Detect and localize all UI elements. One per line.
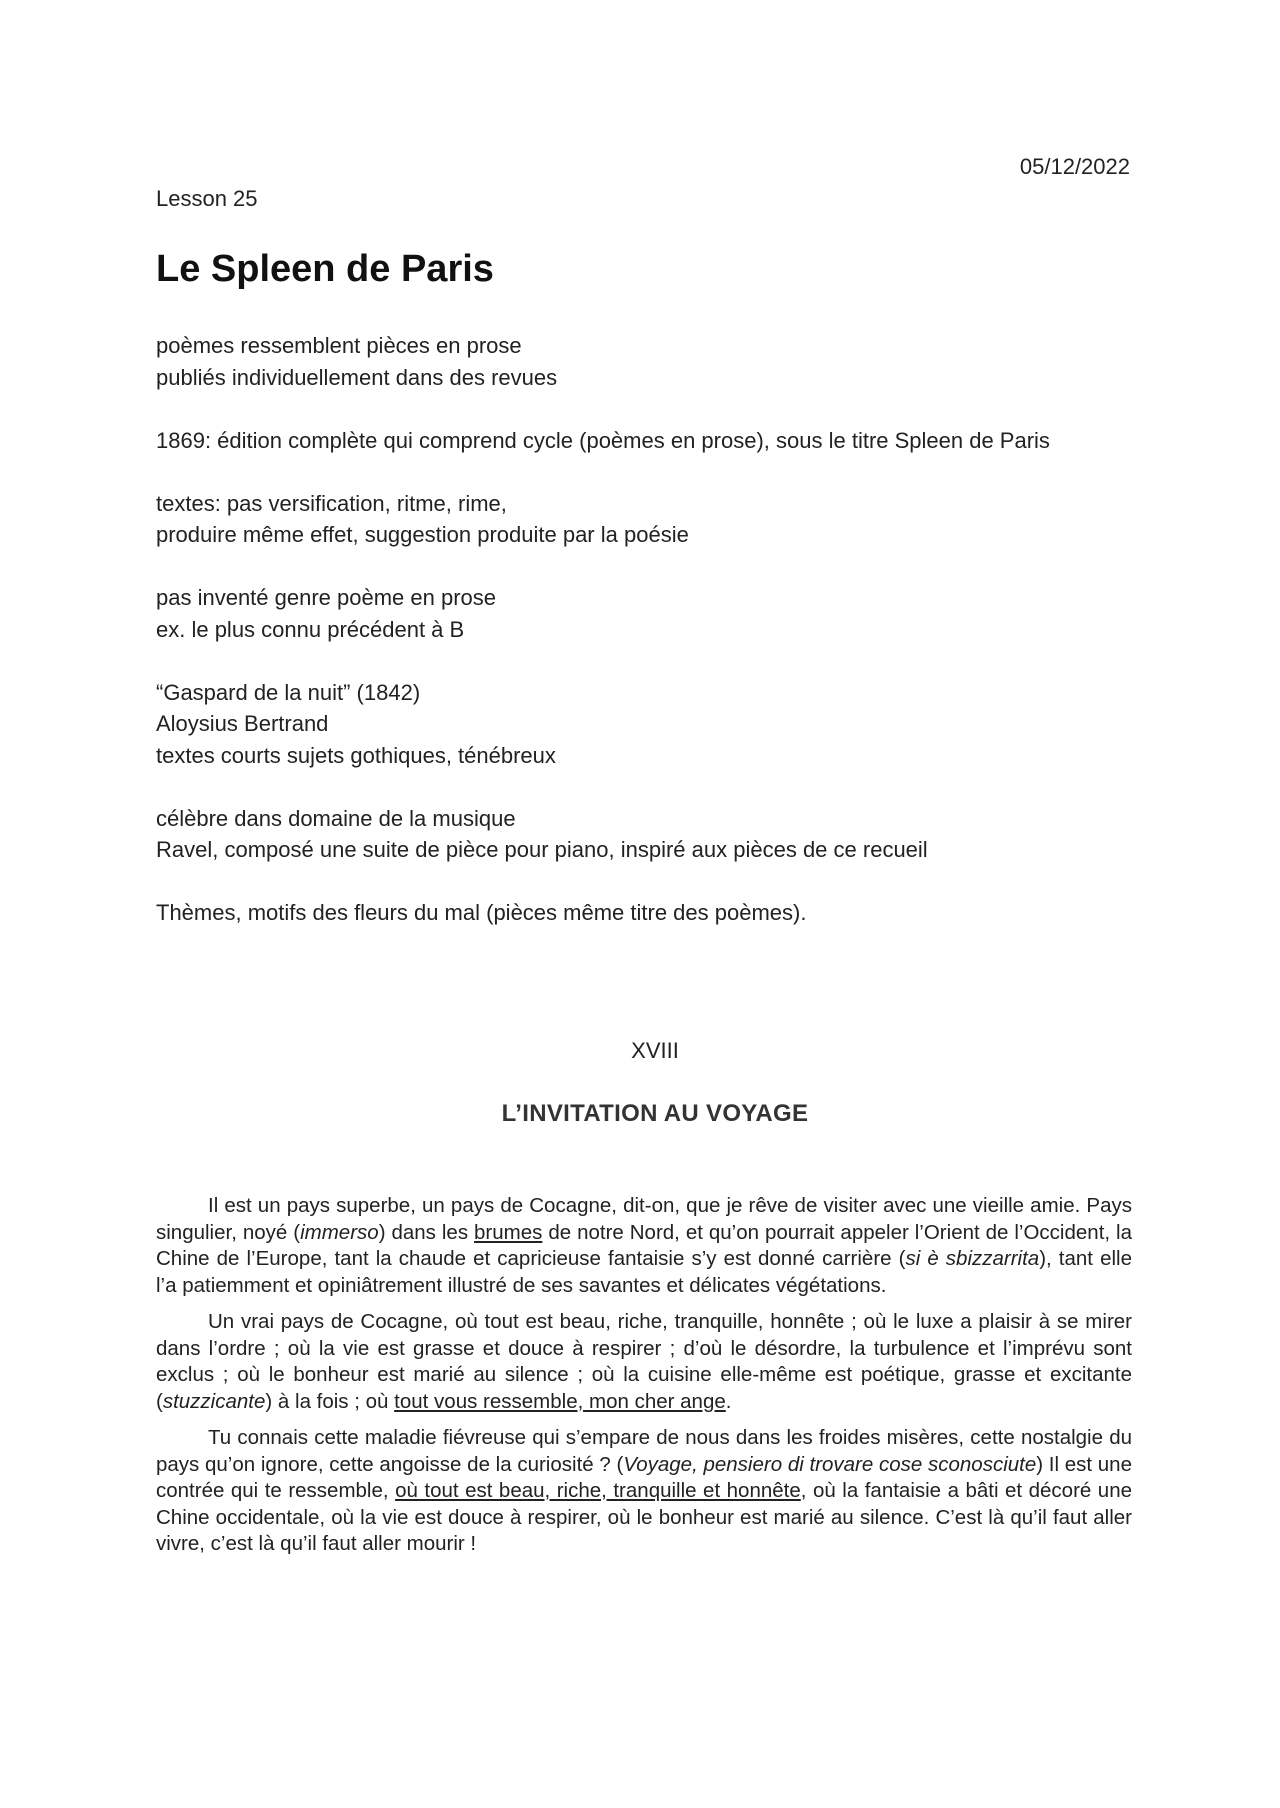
- note-line: poèmes ressemblent pièces en prose: [156, 333, 522, 358]
- note-block: [156, 488, 1156, 551]
- text-run: de notre Nord, et qu’on pourrait appeler l’Orient de l’Occident, la Chine de l’Europe, tant la chaude et capricieuse fantaisie s’y est donné carrière (: [156, 1220, 1132, 1270]
- note-line: ex. le plus connu précédent à B: [156, 616, 465, 642]
- text-run: .: [725, 1389, 732, 1413]
- note-block: [156, 582, 1156, 645]
- text-run: ) Il est une contrée qui te ressemble,: [156, 1452, 1132, 1502]
- date: 05/12/2022: [1019, 154, 1130, 179]
- note-line: textes courts sujets gothiques, ténébreux: [156, 742, 556, 768]
- poem-title: L’INVITATION AU VOYAGE: [501, 1100, 809, 1127]
- note-line: Thèmes, motifs des fleurs du mal (pièces même titre des poèmes).: [156, 900, 807, 925]
- note-block: [156, 677, 1156, 772]
- lesson-notes: [156, 330, 1156, 960]
- poem-paragraph: [156, 1193, 1132, 1299]
- note-line: “Gaspard de la nuit” (1842): [156, 679, 421, 705]
- italic-gloss: si è sbizzarrita: [905, 1247, 1040, 1270]
- poem-paragraph: [156, 1425, 1132, 1558]
- note-line: célèbre dans domaine de la musique: [156, 805, 516, 831]
- poem-text: [156, 1193, 1132, 1568]
- text-run: ) à la fois ; où: [265, 1389, 395, 1413]
- note-line: produire même effet, suggestion produite par la poésie: [156, 522, 689, 547]
- lesson-label: Lesson 25: [156, 186, 258, 211]
- poem-paragraph: [156, 1309, 1132, 1415]
- note-block: [156, 803, 1156, 866]
- underlined-phrase: tout vous ressemble, mon cher ange: [394, 1389, 726, 1413]
- text-run: ) dans les: [378, 1220, 475, 1244]
- page-title: Le Spleen de Paris: [156, 248, 494, 290]
- note-line: Aloysius Bertrand: [156, 711, 329, 736]
- italic-gloss: Voyage, pensiero di trovare cose sconosciute: [623, 1452, 1037, 1476]
- text-run: Tu connais cette maladie fiévreuse qui s’empare de nous dans les froides misères, cette nostalgie du pays qu’on ignore, cette angoisse de la curiosité ? (: [156, 1426, 1132, 1476]
- note-line: 1869: édition complète qui comprend cycle (poèmes en prose), sous le titre Spleen de Paris: [156, 427, 1050, 453]
- italic-gloss: immerso: [300, 1220, 379, 1244]
- text-run: Il est un pays superbe, un pays de Cocagne, dit-on, que je rêve de visiter avec une vieille amie. Pays singulier, noyé (: [156, 1194, 1132, 1244]
- poem-number: XVIII: [631, 1038, 679, 1063]
- note-line: pas inventé genre poème en prose: [156, 585, 497, 610]
- note-block: [156, 330, 1156, 393]
- note-line: publiés individuellement dans des revues: [156, 364, 558, 390]
- note-block: [156, 425, 1156, 457]
- text-run: ), tant elle l’a patiemment et opiniâtrement illustré de ses savantes et délicates végétations.: [156, 1247, 1132, 1297]
- underlined-phrase: où tout est beau, riche, tranquille et honnête: [395, 1479, 801, 1502]
- italic-gloss: stuzzicante: [162, 1389, 266, 1413]
- underlined-phrase: brumes: [474, 1220, 543, 1244]
- text-run: Un vrai pays de Cocagne, où tout est beau, riche, tranquille, honnête ; où le luxe a plaisir à se mirer dans l’ordre ; où la vie est grasse et douce à respirer ; d’où le désordre, la turbulence et l’imprévu sont exclus ; où le bonheur est marié au silence ; où la cuisine elle-même est poétique, grasse et excitante (: [156, 1310, 1132, 1413]
- text-run: , où la fantaisie a bâti et décoré une Chine occidentale, où la vie est douce à respirer, où le bonheur est marié au silence. C’est là qu’il faut aller vivre, c’est là qu’il faut aller mourir !: [156, 1479, 1133, 1555]
- note-line: Ravel, composé une suite de pièce pour piano, inspiré aux pièces de ce recueil: [156, 837, 928, 862]
- note-line: textes: pas versification, ritme, rime,: [156, 490, 507, 516]
- note-block: [156, 897, 1156, 929]
